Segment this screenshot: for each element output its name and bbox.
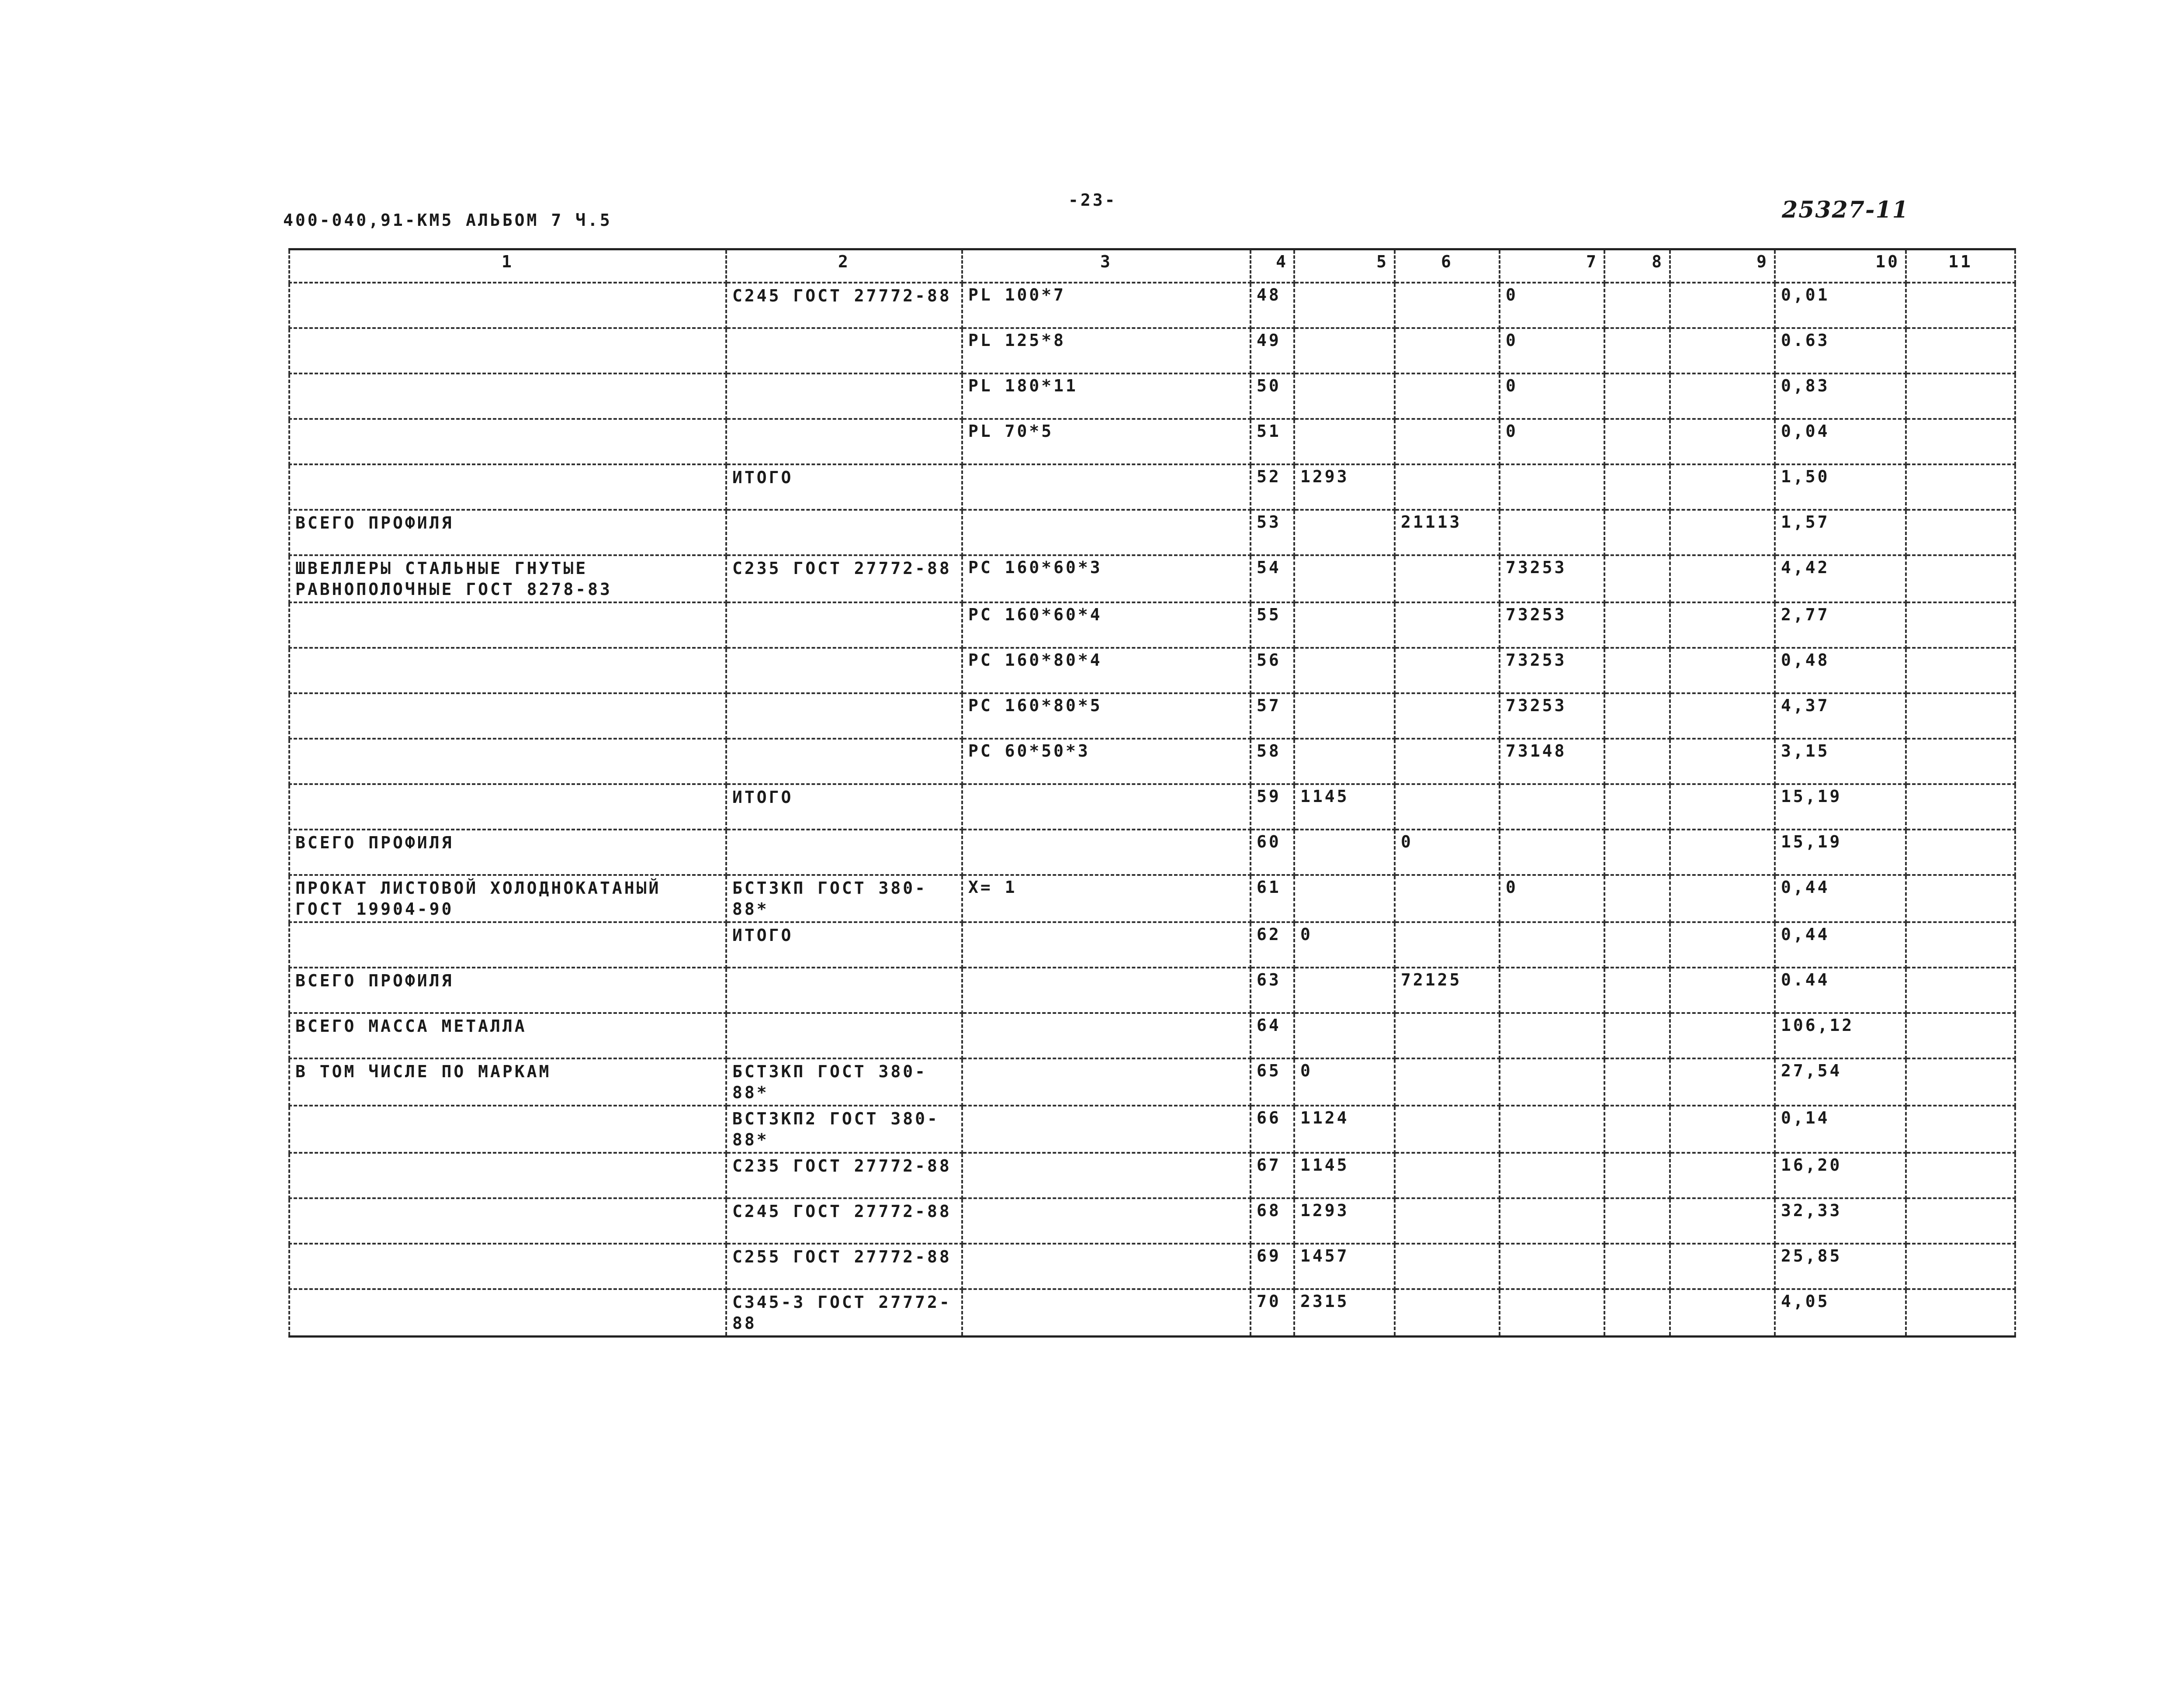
table-cell-c5: 1457	[1294, 1244, 1395, 1289]
table-cell-c3	[962, 784, 1251, 830]
table-cell-c1: ВСЕГО ПРОФИЛЯ	[289, 830, 726, 875]
table-cell-c4: 62	[1251, 922, 1294, 968]
table-cell-c8	[1604, 1289, 1670, 1337]
table-cell-c1	[289, 1106, 726, 1153]
table-cell-c2: С245 ГОСТ 27772-88	[726, 1198, 962, 1244]
table-cell-c7	[1500, 922, 1604, 968]
table-cell-c8	[1604, 1058, 1670, 1106]
table-cell-c11	[1906, 875, 2015, 922]
table-cell-c3	[962, 464, 1251, 510]
document-code: 400-040,91-КМ5 АЛЬБОМ 7 Ч.5	[283, 211, 612, 230]
table-cell-c10: 0,48	[1775, 648, 1906, 693]
table-cell-c6	[1395, 1013, 1500, 1058]
table-cell-c6	[1395, 464, 1500, 510]
table-cell-c11	[1906, 739, 2015, 784]
table-cell-c10: 0,04	[1775, 419, 1906, 464]
table-cell-c11	[1906, 602, 2015, 648]
table-row	[289, 693, 2015, 739]
table-cell-c7	[1500, 1244, 1604, 1289]
column-header: 9	[1670, 249, 1775, 283]
table-cell-c7	[1500, 968, 1604, 1013]
table-cell-c1	[289, 328, 726, 373]
table-cell-c1: ВСЕГО ПРОФИЛЯ	[289, 968, 726, 1013]
table-cell-c4: 70	[1251, 1289, 1294, 1337]
table-row	[289, 283, 2015, 328]
table-cell-c1	[289, 922, 726, 968]
table-cell-c5: 2315	[1294, 1289, 1395, 1337]
table-cell-c9	[1670, 875, 1775, 922]
table-cell-c8	[1604, 875, 1670, 922]
table-cell-c8	[1604, 602, 1670, 648]
table-cell-c1	[289, 693, 726, 739]
table-cell-c8	[1604, 1013, 1670, 1058]
table-cell-c9	[1670, 739, 1775, 784]
table-cell-c2	[726, 373, 962, 419]
table-cell-c11	[1906, 648, 2015, 693]
table-row	[289, 1198, 2015, 1244]
table-cell-c2	[726, 968, 962, 1013]
table-cell-c1	[289, 419, 726, 464]
table-cell-c3	[962, 1244, 1251, 1289]
column-header: 7	[1500, 249, 1604, 283]
table-cell-c6: 72125	[1395, 968, 1500, 1013]
table-cell-c7	[1500, 510, 1604, 555]
table-row	[289, 602, 2015, 648]
table-cell-c8	[1604, 328, 1670, 373]
table-cell-c2: БСТ3КП ГОСТ 380-88*	[726, 1058, 962, 1106]
table-cell-c1: ПРОКАТ ЛИСТОВОЙ ХОЛОДНОКАТАНЫЙ ГОСТ 19904-90	[289, 875, 726, 922]
table-cell-c7: 73253	[1500, 693, 1604, 739]
table-row	[289, 1013, 2015, 1058]
table-cell-c5	[1294, 328, 1395, 373]
table-cell-c3: PL 70*5	[962, 419, 1251, 464]
table-cell-c7	[1500, 830, 1604, 875]
table-cell-c2: С245 ГОСТ 27772-88	[726, 283, 962, 328]
table-cell-c6	[1395, 1289, 1500, 1337]
table-cell-c5	[1294, 739, 1395, 784]
table-cell-c4: 55	[1251, 602, 1294, 648]
table-cell-c10: 0.44	[1775, 968, 1906, 1013]
table-cell-c5: 1124	[1294, 1106, 1395, 1153]
table-cell-c3	[962, 1198, 1251, 1244]
table-cell-c6	[1395, 555, 1500, 602]
table-cell-c1: ВСЕГО МАССА МЕТАЛЛА	[289, 1013, 726, 1058]
table-cell-c3: PC 160*60*3	[962, 555, 1251, 602]
table-cell-c3	[962, 922, 1251, 968]
table-cell-c4: 67	[1251, 1153, 1294, 1198]
table-cell-c10: 15,19	[1775, 830, 1906, 875]
table-cell-c7: 0	[1500, 328, 1604, 373]
table-cell-c11	[1906, 373, 2015, 419]
table-cell-c6	[1395, 328, 1500, 373]
table-cell-c11	[1906, 555, 2015, 602]
table-cell-c4: 66	[1251, 1106, 1294, 1153]
table-cell-c9	[1670, 1106, 1775, 1153]
table-cell-c8	[1604, 968, 1670, 1013]
table-row	[289, 419, 2015, 464]
table-cell-c6	[1395, 602, 1500, 648]
table-cell-c6	[1395, 875, 1500, 922]
column-header: 10	[1775, 249, 1906, 283]
table-cell-c1: В ТОМ ЧИСЛЕ ПО МАРКАМ	[289, 1058, 726, 1106]
table-cell-c4: 49	[1251, 328, 1294, 373]
table-cell-c2: ВСТ3КП2 ГОСТ 380-88*	[726, 1106, 962, 1153]
page-number: -23-	[1068, 190, 1117, 210]
table-cell-c2	[726, 1013, 962, 1058]
table-cell-c9	[1670, 1244, 1775, 1289]
table-cell-c5	[1294, 373, 1395, 419]
table-cell-c3: PC 160*60*4	[962, 602, 1251, 648]
table-row	[289, 739, 2015, 784]
table-cell-c11	[1906, 1153, 2015, 1198]
table-cell-c9	[1670, 602, 1775, 648]
table-cell-c3	[962, 1289, 1251, 1337]
table-cell-c9	[1670, 784, 1775, 830]
table-cell-c1	[289, 373, 726, 419]
table-cell-c4: 54	[1251, 555, 1294, 602]
table-cell-c11	[1906, 328, 2015, 373]
table-cell-c5: 0	[1294, 1058, 1395, 1106]
table-cell-c9	[1670, 693, 1775, 739]
table-cell-c1	[289, 1198, 726, 1244]
table-cell-c5: 1145	[1294, 784, 1395, 830]
table-cell-c10: 4,42	[1775, 555, 1906, 602]
table-cell-c2	[726, 510, 962, 555]
table-cell-c1	[289, 784, 726, 830]
table-cell-c5	[1294, 419, 1395, 464]
table-cell-c6	[1395, 419, 1500, 464]
table-cell-c10: 1,57	[1775, 510, 1906, 555]
table-cell-c8	[1604, 555, 1670, 602]
table-cell-c11	[1906, 922, 2015, 968]
table-cell-c10: 32,33	[1775, 1198, 1906, 1244]
table-cell-c10: 2,77	[1775, 602, 1906, 648]
table-cell-c7: 73148	[1500, 739, 1604, 784]
table-cell-c3: PL 100*7	[962, 283, 1251, 328]
table-cell-c3: X= 1	[962, 875, 1251, 922]
table-cell-c11	[1906, 784, 2015, 830]
table-cell-c2	[726, 328, 962, 373]
table-cell-c8	[1604, 830, 1670, 875]
table-cell-c10: 0,83	[1775, 373, 1906, 419]
table-cell-c11	[1906, 510, 2015, 555]
table-cell-c7	[1500, 1198, 1604, 1244]
table-cell-c9	[1670, 1013, 1775, 1058]
table-cell-c10: 1,50	[1775, 464, 1906, 510]
table-cell-c3: PC 160*80*5	[962, 693, 1251, 739]
table-row	[289, 648, 2015, 693]
table-cell-c1	[289, 1153, 726, 1198]
table-cell-c11	[1906, 830, 2015, 875]
material-table	[288, 248, 2016, 1338]
table-cell-c8	[1604, 739, 1670, 784]
table-cell-c11	[1906, 1013, 2015, 1058]
table-row	[289, 784, 2015, 830]
table-cell-c1	[289, 648, 726, 693]
table-cell-c5	[1294, 875, 1395, 922]
table-cell-c6	[1395, 784, 1500, 830]
table-cell-c10: 4,05	[1775, 1289, 1906, 1337]
table-row	[289, 510, 2015, 555]
table-cell-c2: ИТОГО	[726, 922, 962, 968]
table-cell-c4: 69	[1251, 1244, 1294, 1289]
table-cell-c10: 27,54	[1775, 1058, 1906, 1106]
table-row	[289, 830, 2015, 875]
table-cell-c2	[726, 602, 962, 648]
table-cell-c4: 53	[1251, 510, 1294, 555]
table-cell-c9	[1670, 464, 1775, 510]
table-cell-c9	[1670, 1153, 1775, 1198]
table-row	[289, 555, 2015, 602]
table-cell-c2: С345-3 ГОСТ 27772-88	[726, 1289, 962, 1337]
table-cell-c9	[1670, 1289, 1775, 1337]
table-cell-c2: С255 ГОСТ 27772-88	[726, 1244, 962, 1289]
table-cell-c7: 0	[1500, 373, 1604, 419]
column-header: 8	[1604, 249, 1670, 283]
table-cell-c5	[1294, 693, 1395, 739]
table-row	[289, 373, 2015, 419]
table-cell-c6	[1395, 1106, 1500, 1153]
table-cell-c1: ШВЕЛЛЕРЫ СТАЛЬНЫЕ ГНУТЫЕ РАВНОПОЛОЧНЫЕ ГОСТ 8278-83	[289, 555, 726, 602]
table-cell-c9	[1670, 968, 1775, 1013]
table-cell-c4: 65	[1251, 1058, 1294, 1106]
table-row	[289, 875, 2015, 922]
table-cell-c5	[1294, 510, 1395, 555]
table-cell-c8	[1604, 1153, 1670, 1198]
table-cell-c4: 56	[1251, 648, 1294, 693]
table-cell-c10: 0,01	[1775, 283, 1906, 328]
table-cell-c3: PL 125*8	[962, 328, 1251, 373]
table-cell-c8	[1604, 419, 1670, 464]
table-cell-c6	[1395, 283, 1500, 328]
table-cell-c3	[962, 1013, 1251, 1058]
table-cell-c1: ВСЕГО ПРОФИЛЯ	[289, 510, 726, 555]
table-cell-c10: 16,20	[1775, 1153, 1906, 1198]
table-cell-c5: 1293	[1294, 1198, 1395, 1244]
table-cell-c9	[1670, 922, 1775, 968]
table-cell-c6	[1395, 648, 1500, 693]
table-cell-c7: 0	[1500, 419, 1604, 464]
column-header: 4	[1251, 249, 1294, 283]
table-cell-c8	[1604, 510, 1670, 555]
table-cell-c8	[1604, 283, 1670, 328]
table-cell-c4: 68	[1251, 1198, 1294, 1244]
table-cell-c7	[1500, 784, 1604, 830]
table-cell-c8	[1604, 1244, 1670, 1289]
table-cell-c9	[1670, 555, 1775, 602]
table-cell-c8	[1604, 373, 1670, 419]
table-cell-c5	[1294, 283, 1395, 328]
table-cell-c11	[1906, 1289, 2015, 1337]
table-cell-c3: PC 160*80*4	[962, 648, 1251, 693]
table-cell-c9	[1670, 510, 1775, 555]
table-cell-c1	[289, 739, 726, 784]
column-header: 5	[1294, 249, 1395, 283]
table-cell-c4: 60	[1251, 830, 1294, 875]
table-cell-c3	[962, 968, 1251, 1013]
inventory-number: 25327-11	[1782, 197, 1909, 223]
column-header: 11	[1906, 249, 2015, 283]
table-cell-c4: 63	[1251, 968, 1294, 1013]
table-cell-c11	[1906, 1244, 2015, 1289]
table-cell-c9	[1670, 1058, 1775, 1106]
table-cell-c4: 52	[1251, 464, 1294, 510]
table-cell-c3	[962, 830, 1251, 875]
table-cell-c6	[1395, 1198, 1500, 1244]
table-cell-c9	[1670, 419, 1775, 464]
table-cell-c7	[1500, 1013, 1604, 1058]
table-cell-c6: 0	[1395, 830, 1500, 875]
table-cell-c1	[289, 464, 726, 510]
column-header: 3	[962, 249, 1251, 283]
table-cell-c5	[1294, 830, 1395, 875]
table-cell-c5	[1294, 648, 1395, 693]
table-cell-c11	[1906, 464, 2015, 510]
table-cell-c6	[1395, 1153, 1500, 1198]
table-row	[289, 922, 2015, 968]
table-cell-c7: 0	[1500, 283, 1604, 328]
table-cell-c4: 57	[1251, 693, 1294, 739]
table-cell-c5: 1145	[1294, 1153, 1395, 1198]
table-cell-c10: 25,85	[1775, 1244, 1906, 1289]
table-cell-c5	[1294, 1013, 1395, 1058]
table-cell-c7: 73253	[1500, 555, 1604, 602]
table-cell-c2	[726, 693, 962, 739]
table-cell-c6	[1395, 693, 1500, 739]
table-cell-c10: 0,44	[1775, 922, 1906, 968]
table-cell-c5	[1294, 602, 1395, 648]
table-cell-c7: 0	[1500, 875, 1604, 922]
table-cell-c4: 64	[1251, 1013, 1294, 1058]
table-row	[289, 1153, 2015, 1198]
table-cell-c11	[1906, 693, 2015, 739]
table-cell-c7	[1500, 1289, 1604, 1337]
table-cell-c3	[962, 1153, 1251, 1198]
table-cell-c8	[1604, 1106, 1670, 1153]
table-cell-c11	[1906, 419, 2015, 464]
table-cell-c7	[1500, 464, 1604, 510]
table-cell-c4: 48	[1251, 283, 1294, 328]
table-cell-c11	[1906, 1198, 2015, 1244]
table-cell-c4: 50	[1251, 373, 1294, 419]
table-cell-c10: 0,14	[1775, 1106, 1906, 1153]
table-cell-c11	[1906, 283, 2015, 328]
table-cell-c11	[1906, 1106, 2015, 1153]
table-cell-c7: 73253	[1500, 648, 1604, 693]
table-cell-c2	[726, 830, 962, 875]
table-cell-c8	[1604, 693, 1670, 739]
table-cell-c3	[962, 1106, 1251, 1153]
table-row	[289, 968, 2015, 1013]
table-cell-c5	[1294, 555, 1395, 602]
table-cell-c6: 21113	[1395, 510, 1500, 555]
table-cell-c9	[1670, 648, 1775, 693]
table-cell-c2	[726, 739, 962, 784]
table-cell-c6	[1395, 739, 1500, 784]
table-cell-c1	[289, 602, 726, 648]
table-cell-c3: PL 180*11	[962, 373, 1251, 419]
table-cell-c5: 0	[1294, 922, 1395, 968]
column-header: 1	[289, 249, 726, 283]
table-cell-c9	[1670, 328, 1775, 373]
table-row	[289, 1289, 2015, 1337]
table-cell-c6	[1395, 922, 1500, 968]
table-cell-c1	[289, 1244, 726, 1289]
column-header-row	[289, 249, 2015, 283]
table-row	[289, 464, 2015, 510]
table-cell-c2: ИТОГО	[726, 464, 962, 510]
table-cell-c10: 4,37	[1775, 693, 1906, 739]
table-cell-c5	[1294, 968, 1395, 1013]
table-cell-c4: 51	[1251, 419, 1294, 464]
table-cell-c8	[1604, 922, 1670, 968]
table-cell-c6	[1395, 1244, 1500, 1289]
table-cell-c5: 1293	[1294, 464, 1395, 510]
table-cell-c7	[1500, 1153, 1604, 1198]
table-cell-c9	[1670, 1198, 1775, 1244]
table-cell-c8	[1604, 784, 1670, 830]
table-cell-c10: 0,44	[1775, 875, 1906, 922]
table-row	[289, 1244, 2015, 1289]
table-cell-c6	[1395, 373, 1500, 419]
table-cell-c9	[1670, 373, 1775, 419]
table-cell-c9	[1670, 830, 1775, 875]
table-row	[289, 1106, 2015, 1153]
table-cell-c10: 3,15	[1775, 739, 1906, 784]
table-cell-c9	[1670, 283, 1775, 328]
table-cell-c2	[726, 419, 962, 464]
table-cell-c3: PC 60*50*3	[962, 739, 1251, 784]
table-row	[289, 1058, 2015, 1106]
table-cell-c10: 0.63	[1775, 328, 1906, 373]
table-cell-c7	[1500, 1106, 1604, 1153]
column-header: 6	[1395, 249, 1500, 283]
table-cell-c7: 73253	[1500, 602, 1604, 648]
table-cell-c1	[289, 1289, 726, 1337]
table-cell-c10: 106,12	[1775, 1013, 1906, 1058]
table-cell-c2: ИТОГО	[726, 784, 962, 830]
table-cell-c4: 59	[1251, 784, 1294, 830]
table-cell-c2: БСТ3КП ГОСТ 380-88*	[726, 875, 962, 922]
table-cell-c2: С235 ГОСТ 27772-88	[726, 1153, 962, 1198]
table-cell-c3	[962, 510, 1251, 555]
table-cell-c11	[1906, 1058, 2015, 1106]
table-cell-c8	[1604, 464, 1670, 510]
table-cell-c10: 15,19	[1775, 784, 1906, 830]
table-cell-c1	[289, 283, 726, 328]
table-row	[289, 328, 2015, 373]
table-cell-c8	[1604, 1198, 1670, 1244]
table-cell-c2	[726, 648, 962, 693]
table-cell-c3	[962, 1058, 1251, 1106]
table-cell-c11	[1906, 968, 2015, 1013]
table-cell-c2: С235 ГОСТ 27772-88	[726, 555, 962, 602]
table-cell-c4: 61	[1251, 875, 1294, 922]
column-header: 2	[726, 249, 962, 283]
table-cell-c6	[1395, 1058, 1500, 1106]
table-cell-c8	[1604, 648, 1670, 693]
table-cell-c4: 58	[1251, 739, 1294, 784]
table-cell-c7	[1500, 1058, 1604, 1106]
